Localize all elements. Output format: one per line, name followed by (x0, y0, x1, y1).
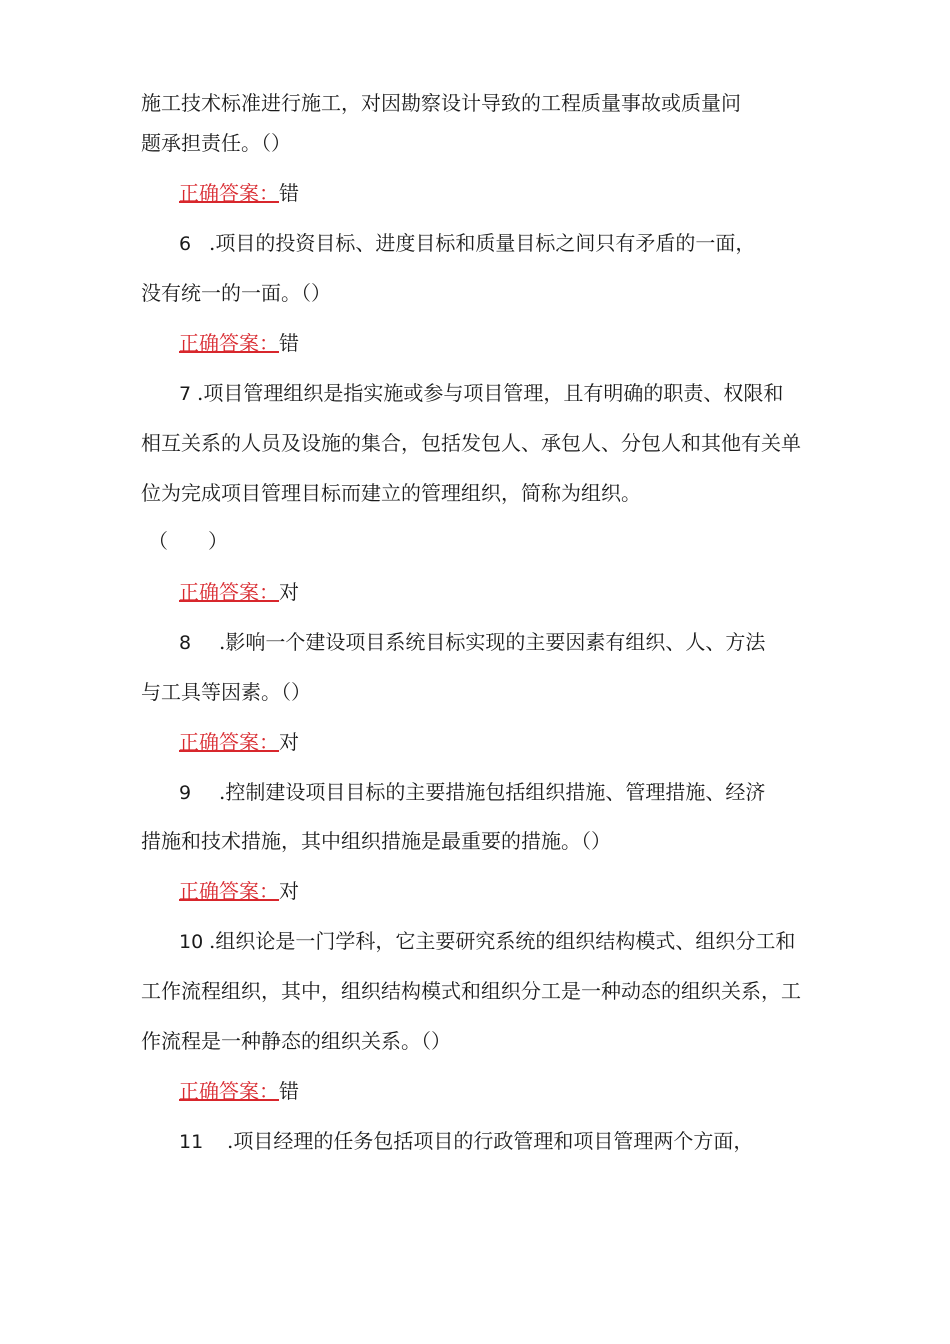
line-text: 没有统一的一面。（） (141, 281, 331, 305)
body-line (141, 827, 611, 855)
answer-label: 正确答案： (179, 181, 279, 205)
body-line (141, 1027, 451, 1055)
answer-label: 正确答案： (179, 580, 279, 604)
question-line (179, 229, 755, 258)
body-line (141, 429, 801, 457)
answer-value: 错 (279, 181, 299, 205)
question-line (179, 1127, 753, 1156)
answer-value: 对 (279, 730, 299, 754)
answer-line (179, 1077, 299, 1105)
question-number: 9 (179, 782, 192, 804)
line-text: .控制建设项目目标的主要措施包括组织措施、管理措施、经济 (219, 780, 766, 804)
body-line (141, 977, 801, 1005)
question-number: 8 (179, 632, 192, 654)
line-text: 施工技术标准进行施工，对因勘察设计导致的工程质量事故或质量问 (141, 91, 741, 115)
line-text: .项目管理组织是指实施或参与项目管理，且有明确的职责、权限和 (197, 381, 784, 405)
body-line (141, 89, 741, 117)
answer-line (179, 728, 299, 756)
answer-value: 对 (279, 879, 299, 903)
body-line (141, 279, 331, 307)
line-text: .影响一个建设项目系统目标实现的主要因素有组织、人、方法 (219, 630, 766, 654)
line-text: 位为完成项目管理目标而建立的管理组织，简称为组织。 (141, 481, 641, 505)
line-text: 题承担责任。（） (141, 131, 291, 155)
question-line (179, 778, 765, 807)
line-text: 措施和技术措施，其中组织措施是最重要的措施。（） (141, 829, 611, 853)
question-number: 11 (179, 1131, 204, 1153)
line-text: 工作流程组织，其中，组织结构模式和组织分工是一种动态的组织关系，工 (141, 979, 801, 1003)
answer-label: 正确答案： (179, 879, 279, 903)
answer-line (179, 329, 299, 357)
answer-value: 对 (279, 580, 299, 604)
line-text: （ ） (148, 529, 228, 553)
body-line (141, 129, 291, 157)
question-number: 10 (179, 931, 204, 953)
answer-line (179, 179, 299, 207)
line-text: 与工具等因素。（） (141, 680, 311, 704)
question-line (179, 379, 783, 408)
line-text: 作流程是一种静态的组织关系。（） (141, 1029, 451, 1053)
answer-line (179, 877, 299, 905)
answer-value: 错 (279, 331, 299, 355)
line-text: .项目经理的任务包括项目的行政管理和项目管理两个方面， (227, 1129, 754, 1153)
body-line (141, 479, 641, 507)
answer-label: 正确答案： (179, 1079, 279, 1103)
question-line (179, 628, 765, 657)
question-number: 7 (179, 383, 192, 405)
line-text: 相互关系的人员及设施的集合，包括发包人、承包人、分包人和其他有关单 (141, 431, 801, 455)
answer-value: 错 (279, 1079, 299, 1103)
answer-label: 正确答案： (179, 730, 279, 754)
answer-label: 正确答案： (179, 331, 279, 355)
line-text: .项目的投资目标、进度目标和质量目标之间只有矛盾的一面， (209, 231, 756, 255)
question-number: 6 (179, 233, 192, 255)
answer-line (179, 578, 299, 606)
body-line (148, 527, 228, 555)
body-line (141, 678, 311, 706)
question-line (179, 927, 795, 956)
line-text: .组织论是一门学科，它主要研究系统的组织结构模式、组织分工和 (209, 929, 796, 953)
